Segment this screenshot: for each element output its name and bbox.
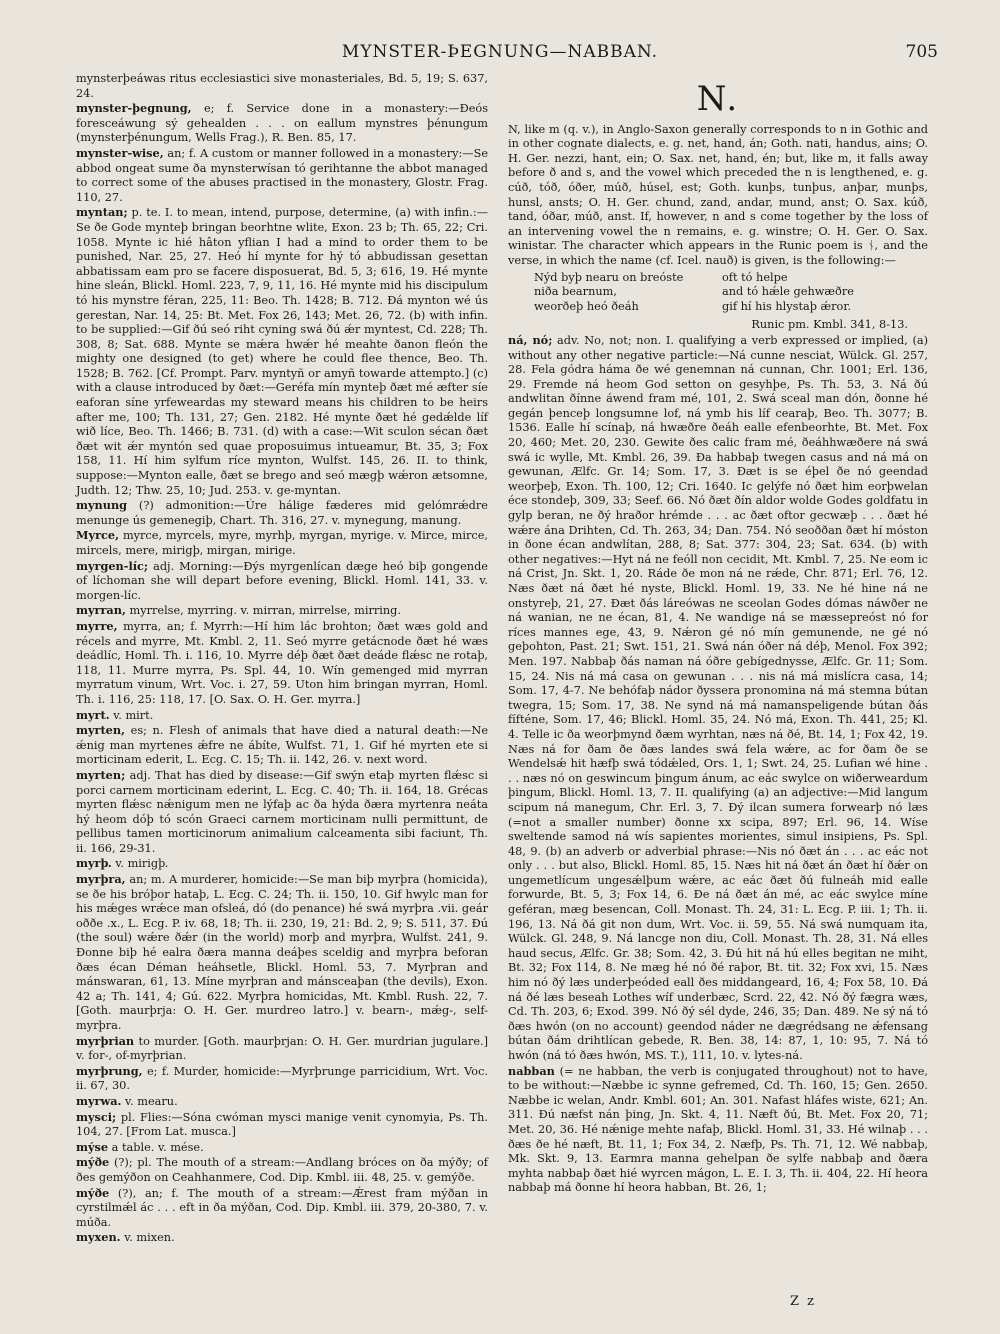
- headword: myrten,: [76, 723, 126, 738]
- headword: mýðe: [76, 1185, 110, 1200]
- dictionary-entry: [508, 333, 928, 1064]
- entry-text: to murder. [Goth. maurþrjan: O. H. Ger. murdrian jugulare.] v. for-, of-myrþrian.: [76, 1034, 489, 1063]
- dictionary-entry: [76, 1230, 488, 1246]
- dictionary-entry: [76, 603, 488, 619]
- poem-line: [534, 271, 928, 286]
- dictionary-entry: [76, 1155, 488, 1185]
- signature-mark: Z z: [790, 1294, 817, 1309]
- left-column: [76, 72, 488, 1246]
- entry-text: e; f. Murder, homicide:—Myrþrunge parricidium, Wrt. Voc. ii. 67, 30.: [76, 1064, 488, 1093]
- dictionary-entry: [76, 768, 488, 857]
- dictionary-entry: [76, 1110, 488, 1140]
- dictionary-entry: [76, 72, 488, 101]
- headword: myrþ.: [76, 856, 112, 871]
- entry-text: (= ne habban, the verb is conjugated throughout) not to have, to be without:—Næbbe ic synne gefremed, Cd. Th. 160, 15; Gen. 2650. Næbbe ic welan, Andr. Kmbl. 601; An. 301. Nafast hláfes wiste, 621; An. 311. Ðú næfst nán þing, Jn. Skt. 4, 11. Næft ðú, Bt. Met. Fox 20, 71; Met. 20, 36. Hé nǽnige mehte nafaþ, Blickl. Homl. 31, 33. Hé wilnaþ . . . ðæs ðe hé næft, Bt. 11, 1; Fox 34, 2. Næfþ, Ps. Th. 71, 12. Wé nabbaþ, Mk. Skt. 9, 13. Earmra manna gehelpan ðe sylfe nabbaþ and ðæra myhta nabbaþ ðæt hié wyrcen mágon, L. E. I. 3, Th. ii. 404, 22. Hí heora nabbaþ má ðonne hí heora habban, Bt. 26, 1;: [508, 1064, 928, 1195]
- entry-text: v. mearu.: [125, 1094, 178, 1108]
- headword: mynster-þegnung,: [76, 101, 192, 116]
- entry-text: mynsterþeáwas ritus ecclesiastici sive monasteriales, Bd. 5, 19; S. 637, 24.: [76, 72, 488, 100]
- headword: myrre,: [76, 618, 118, 633]
- entry-text: e; f. Service done in a monastery:—Ðeós foresceáwung sý gehealden . . . on eallum mynstres þénungum (mynsterþénungum, Wells Frag.), R. Ben. 85, 17.: [76, 102, 488, 145]
- dictionary-entry: [76, 1094, 488, 1110]
- dictionary-entry: [76, 1034, 488, 1064]
- entry-text: adj. Morning:—Ðýs myrgenlícan dæge heó biþ gongende of líchoman she will depart before evening, Blickl. Homl. 141, 33. v. morgen-líc.: [76, 559, 488, 602]
- headword: Myrce,: [76, 528, 120, 543]
- dictionary-entry: [76, 723, 488, 768]
- entry-text: es; n. Flesh of animals that have died a natural death:—Ne ǽnig man myrtenes ǽfre ne ábíte, Wulfst. 71, 1. Gif hé myrten ete si morticinam ederit, L. Ecg. C. 15; Th. ii. 142, 26. v. next word.: [76, 724, 489, 767]
- dictionary-entry: [76, 708, 488, 724]
- dictionary-entry: [76, 856, 488, 872]
- letter-intro: N, like m (q. v.), in Anglo-Saxon generally corresponds to n in Gothic and in other cognate dialects, e. g. net, hand, án; Goth. nati, handus, ains; O. H. Ger. nezzi, hant, ein; O. Sax. net, hand, én; but, like m, it falls away before ð and s, and the vowel which preceded the n is lengthened, e. g. cúð, tóð, óðer, múð, húsel, est; Goth. kunþs, tunþus, anþar, munþs, hunsl, ansts; O. H. Ger. chund, zand, andar, mund, anst; O. Sax. kúð, tand, óðar, múð, anst. If, however, n and s come together by the loss of an intervening vowel the n remains, e. g. winstre; O. H. Ger. O. Sax. winistar. The character which appears in the Runic poem is ᚾ, and the verse, in which the name (cf. Icel. nauð) is given, is the following:—: [508, 122, 928, 267]
- dictionary-entry: [76, 1140, 488, 1156]
- headword: mysci;: [76, 1109, 117, 1124]
- right-column: [508, 78, 928, 1196]
- headword: mynung: [76, 498, 128, 513]
- page-title: MYNSTER-ÞEGNUNG—NABBAN.: [341, 42, 659, 62]
- headword: myrþra,: [76, 872, 126, 887]
- section-letter: N.: [696, 79, 740, 119]
- right-entries: [508, 333, 928, 1196]
- entry-text: an; f. A custom or manner followed in a monastery:—Se abbod ongeat sume ða mynsterwísan tó gerihtanne the abbot managed to correct some of the abuses practised in the monastery, Glostr. Frag. 110, 27.: [76, 146, 489, 204]
- poem-half-line: Nýd byþ nearu on breóste: [534, 270, 684, 284]
- headword: myntan;: [76, 205, 128, 220]
- headword: mynster-wise,: [76, 145, 164, 160]
- dictionary-entry: [508, 1064, 928, 1196]
- headword: myrwa.: [76, 1093, 122, 1108]
- dictionary-entry: [76, 498, 488, 528]
- dictionary-entry: [76, 528, 488, 558]
- headword: myrþrian: [76, 1033, 135, 1048]
- headword: myrþrung,: [76, 1063, 143, 1078]
- entry-text: adv. No, not; non. I. qualifying a verb expressed or implied, (a) without any other negative particle:—Ná cunne nesciat, Wülck. Gl. 257, 28. Fela gódra háma ðe wé genemnan ná cunnan, Chr. 1001; Erl. 136, 29. Fremde ná heom God setton on gesyhþe, Ps. Th. 53, 3. Ná ðú andwlitan ðínne áwend fram mé, 101, 2. Swá sceal man dón, ðonne hé gegán þenceþ longsumne lof, ná ymb his líf cearaþ, Beo. Th. 3077; B. 1536. Ealle hí scínaþ, ná hwæðre ðeáh ealle efenbeorhte, Bt. Met. Fox 20, 460; Met. 20, 230. Gewite ðes calic fram mé, ðeáhhwæðere ná swá swá ic wylle, Mt. Kmbl. 26, 39. Ða habbaþ twegen casus and ná má on gewunan, Ælfc. Gr. 14; Som. 17, 3. Ðæt is se éþel ðe nó geendad weorþeþ, Exon. Th. 100, 12; Cri. 1640. Ic gelýfe nó ðæt him eorþwelan éce stondeþ, 309, 33; Seef. 66. Nó ðæt ðín aldor wolde Godes goldfatu in gylp beran, ne ðý hraðor hrémde . . . ac ðæt oftor gecwæþ . . . ðæt hé wǽre ána Drihten, Cd. Th. 263, 34; Dan. 754. Nó seoððan ðæt hí móston in ðone écan andwlítan, 288, 8; Sat. 377: 304, 23; Sat. 634. (b) with other negatives:—Hyt ná ne feóll non cecidit, Mt. Kmbl. 7, 25. Ne eom ic ná Crist, Jn. Skt. 1, 20. Ráde ðe mon ná ne rǽde, Chr. 871; Erl. 76, 12. Næs ðæt ná ðæt hé nyste, Blickl. Homl. 19, 33. Ne hé hine ná ne onstyreþ, 21, 27. Ðæt ðás láreówas ne sceolan Godes dómas náwðer ne ná wanian, ne ne écan, 81, 4. Ne wandige ná se mæssepreóst nó for ríces mannes ege, 43, 9. Nǽron gé nó mín gemunende, ne gé nó geþohton, Past. 21; Swt. 151, 21. Swá nán óðer ná déþ, Menol. Fox 392; Men. 197. Nabbaþ ðás naman ná óðre gebígednysse, Ælfc. Gr. 11; Som. 15, 24. Nis ná má casa on gewunan . . . nis ná má mislícra casa, 14; Som. 17, 4-7. Ne behófaþ nádor ðyssera pronomina ná má stemna bútan twegra, 15; Som. 17, 38. Ne synd ná má namanspeligende bútan ðás fífténe, Som. 17, 46; Blickl. Homl. 35, 24. Nó má, Exon. Th. 441, 25; Kl. 4. Telle ic ða weorþmynd ðæm wyrhtan, næs ná ðé, Bt. 14, 1; Fox 42, 19. Næs ná for ðam ðe ðæs landes swá fela wǽre, ac for ðam ðe se Wendelsǽ hit hæfþ swá tódǽled, Ors. 1, 1; Swt. 24, 25. Lufian wé hine . . . næs nó on geswincum þingum ánum, ac eác swylce on wiðerweardum þingum, Blickl. Homl. 13, 7. II. qualifying (a) an adjective:—Mid langum scipum ná manegum, Chr. Erl. 3, 7. Ðý ilcan sumera forwearþ nó læs (=not a smaller number) ðonne xx scipa, 897; Erl. 96, 14. Wíse sweltende samod ná wís sapientes morientes, simul insipiens, Ps. Spl. 48, 9. (b) an adverb or adverbial phrase:—Nis nó ðæt án . . . ac eác not only . . . but also, Blickl. Homl. 85, 15. Næs hit ná ðæt án ðæt hí ðǽr on ungemetlícum ungesǽlþum wǽre, ac eác ðæt ðú fulneáh mid ealle forwurde, Bt. 5, 3; Fox 14, 6. Ðe ná ðæt án mé, ac eác swylce míne geféran, mæg besencan, Coll. Monast. Th. 24, 31: L. Ecg. P. iii. 1; Th. ii. 196, 13. Ná ðá git non dum, Wrt. Voc. ii. 59, 55. Ná swá numquam ita, Wülck. Gl. 248, 9. Ná lancge non diu, Coll. Monast. Th. 28, 31. Ná elles haud secus, Ælfc. Gr. 38; Som. 42, 3. Ðú hit ná hú elles begitan ne miht, Bt. 32; Fox 114, 8. Ne mæg hé nó ðé raþor, Bt. tit. 32; Fox xvi, 15. Næs him nó ðý læs underþeóded eall ðes middangeard, 16, 4; Fox 58, 10. Ðá ná ðé læs beseah Lothes wíf underbæc, Scrd. 22, 42. Nó ðý fægra wæs, Cd. Th. 203, 6; Exod. 399. Nó ðý sél dyde, 246, 35; Dan. 489. Ne sý ná tó ðæs hwón (on no account) geendod náder ne dægrédsang ne ǽfensang bútan ðám drihtlícan gebede, R. Ben. 38, 14: 87, 1, 10: 95, 7. Ná tó hwón (ná tó ðæs hwón, MS. T.), 111, 10. v. lytes-ná.: [508, 333, 929, 1062]
- headword: nabban: [508, 1063, 555, 1078]
- headword: myrran,: [76, 603, 126, 618]
- entry-text: adj. That has died by disease:—Gif swýn etaþ myrten flǽsc si porci carnem morticinam ederint, L. Ecg. C. 40; Th. ii. 164, 18. Grécas myrten flǽsc nǽnigum men ne lýfaþ ac ða hýda ðæra myrtenra neáta hý heom dóþ tó scón Graeci carnem morticinam nulli permittunt, de pellibus tamen morticinorum animalium calceamenta sibi faciunt, Th. ii. 166, 29-31.: [76, 768, 488, 855]
- poem-half-line: oft tó helpe: [722, 270, 788, 284]
- entry-text: v. mirt.: [113, 708, 154, 722]
- dictionary-entry: [76, 872, 488, 1034]
- entry-text: p. te. I. to mean, intend, purpose, determine, (a) with infin.:—Se ðe Gode mynteþ bringan beorhtne wlite, Exon. 23 b; Th. 65, 22; Cri. 1058. Mynte ic hié hâton yflian I had a mind to order them to be punished, Nar. 25, 27. Heó hí mynte for hý tó abbudissan gesettan abbatissam eam pro se facere disposuerat, Bd. 5, 3; 616, 19. Hé mynte hine sleán, Blickl. Homl. 223, 7, 9, 11, 16. Hé mynte mid his discipulum tó his mynstre féran, 225, 11: Beo. Th. 1428; B. 712. Ðá mynton wé ús gerestan, Nar. 14, 25: Bt. Met. Fox 26, 143; Met. 26, 72. (b) with infin. to be supplied:—Gif ðú seó riht cyning swá ðú ǽr myntest, Cd. 228; Th. 308, 8; Sat. 688. Mynte se mǽra hwǽr hé meahte ðanon fleón the mighty one designed (to get) where he could flee thence, Beo. Th. 1528; B. 762. [Cf. Prompt. Parv. myntyñ or amyñ towarde attempto.] (c) with a clause introduced by ðæt:—Geréfa mín mynteþ ðæt mé æfter síe eaforan síne yrfeweardas my steward means his children to be heirs after me, 100; Th. 131, 27; Gen. 2182. Hé mynte ðæt hé gedǽlde líf wið líce, Beo. Th. 1466; B. 731. (d) with a case:—Wit sculon sécan ðæt ðæt wit ǽr myntón sed quae proposuimus intueamur, Bt. 35, 3; Fox 158, 11. Hí him sylfum ríce mynton, Wulfst. 145, 26. II. to think, suppose:—Mynton ealle, ðæt se brego and seó mægþ wǽron ætsomne, Judth. 12; Thw. 25, 10; Jud. 253. v. ge-myntan.: [76, 206, 488, 497]
- poem-half-line: weorðeþ heó ðeáh: [534, 299, 639, 313]
- entry-text: v. mirigþ.: [115, 857, 169, 871]
- poem-half-line: and tó hǽle gehwæðre: [722, 285, 854, 299]
- entry-text: a table. v. mése.: [111, 1140, 204, 1154]
- poem-reference: Runic pm. Kmbl. 341, 8-13.: [751, 318, 908, 332]
- headword: myxen.: [76, 1230, 121, 1245]
- entry-text: myrce, myrcels, myre, myrhþ, myrgan, myrige. v. Mirce, mirce, mircels, mere, mirigþ, mirgan, mirige.: [76, 529, 488, 557]
- poem-half-line: niða bearnum,: [534, 285, 617, 299]
- poem-line: [534, 300, 928, 315]
- entry-text: (?); pl. The mouth of a stream:—Andlang bróces on ða mýðy; of ðes gemýðon on Ceahhanmere, Cod. Dip. Kmbl. iii. 48, 25. v. gemýðe.: [76, 1156, 488, 1184]
- poem-half-line: gif hí his hlystaþ ǽror.: [722, 299, 852, 313]
- entry-text: myrrelse, myrring. v. mirran, mirrelse, mirring.: [129, 604, 402, 618]
- running-head: [0, 42, 1000, 68]
- dictionary-entry: [76, 619, 488, 708]
- dictionary-entry: [76, 559, 488, 604]
- headword: myrgen-líc;: [76, 558, 149, 573]
- page-number: 705: [905, 42, 938, 62]
- entry-text: (?), an; f. The mouth of a stream:—Ǽrest fram mýðan in cyrstilmǽl ác . . . eft in ða mýðan, Cod. Dip. Kmbl. iii. 379, 20-380, 7. v. múða.: [76, 1186, 489, 1229]
- dictionary-entry: [76, 146, 488, 205]
- poem-line: [534, 285, 928, 300]
- headword: myrten;: [76, 767, 126, 782]
- entry-text: an; m. A murderer, homicide:—Se man biþ myrþra (homicida), se ðe his bróþor hataþ, L. Ecg. C. 24; Th. ii. 150, 10. Gif hwylc man for his mǽges wrǽce man ofsleá, dó (do penance) hé swá myrþra .vii. geár oððe .x., L. Ecg. P. iv. 68, 18; Th. ii. 230, 19, 21: Bd. 2, 9; S. 511, 37. Ðú (the soul) wǽre ðǽr (in the world) morþ and myrþra, Wulfst. 241, 9. Ðonne biþ hé ealra ðæra manna deáþes sceldig and myrþra beforan ðæs écan Déman heáhsetle, Blickl. Homl. 53, 7. Myrþran and mánswaran, 61, 13. Míne myrþran and mánsceaþan (the devils), Exon. 42 a; Th. 141, 4; Gú. 622. Myrþra homicidas, Mt. Kmbl. Rush. 22, 7. [Goth. maurþrja: O. H. Ger. murdreo latro.] v. bearn-, mǽg-, self-myrþra.: [76, 873, 488, 1032]
- headword: mýse: [76, 1139, 109, 1154]
- headword: mýðe: [76, 1155, 110, 1170]
- headword: myrt.: [76, 707, 110, 722]
- entry-text: (?) admonition:—Úre hálige fæderes mid gelómrǽdre menunge ús gemenegiþ, Chart. Th. 316, 27. v. mynegung, manung.: [76, 499, 488, 527]
- dictionary-entry: [76, 205, 488, 498]
- runic-poem: [534, 271, 928, 315]
- entry-text: v. mixen.: [124, 1231, 175, 1245]
- dictionary-entry: [76, 1186, 488, 1231]
- dictionary-entry: [76, 1064, 488, 1094]
- entry-text: myrra, an; f. Myrrh:—Hí him lác brohton; ðæt wæs gold and récels and myrre, Mt. Kmbl. 2, 11. Seó myrre getácnode ðæt hé wæs deádlíc, Homl. Th. i. 116, 10. Myrre déþ ðæt ðæt deáde flǽsc ne rotaþ, 118, 11. Murre myrra, Ps. Spl. 44, 10. Wín gemenged mid myrran myrratum vinum, Wrt. Voc. i. 27, 59. Uton him bringan myrran, Homl. Th. i. 116, 25: 118, 17. [O. Sax. O. H. Ger. myrra.]: [76, 619, 489, 706]
- entry-text: pl. Flies:—Sóna cwóman mysci manige venit cynomyia, Ps. Th. 104, 27. [From Lat. musca.]: [76, 1110, 489, 1139]
- headword: ná, nó;: [508, 332, 553, 347]
- dictionary-entry: [76, 101, 488, 146]
